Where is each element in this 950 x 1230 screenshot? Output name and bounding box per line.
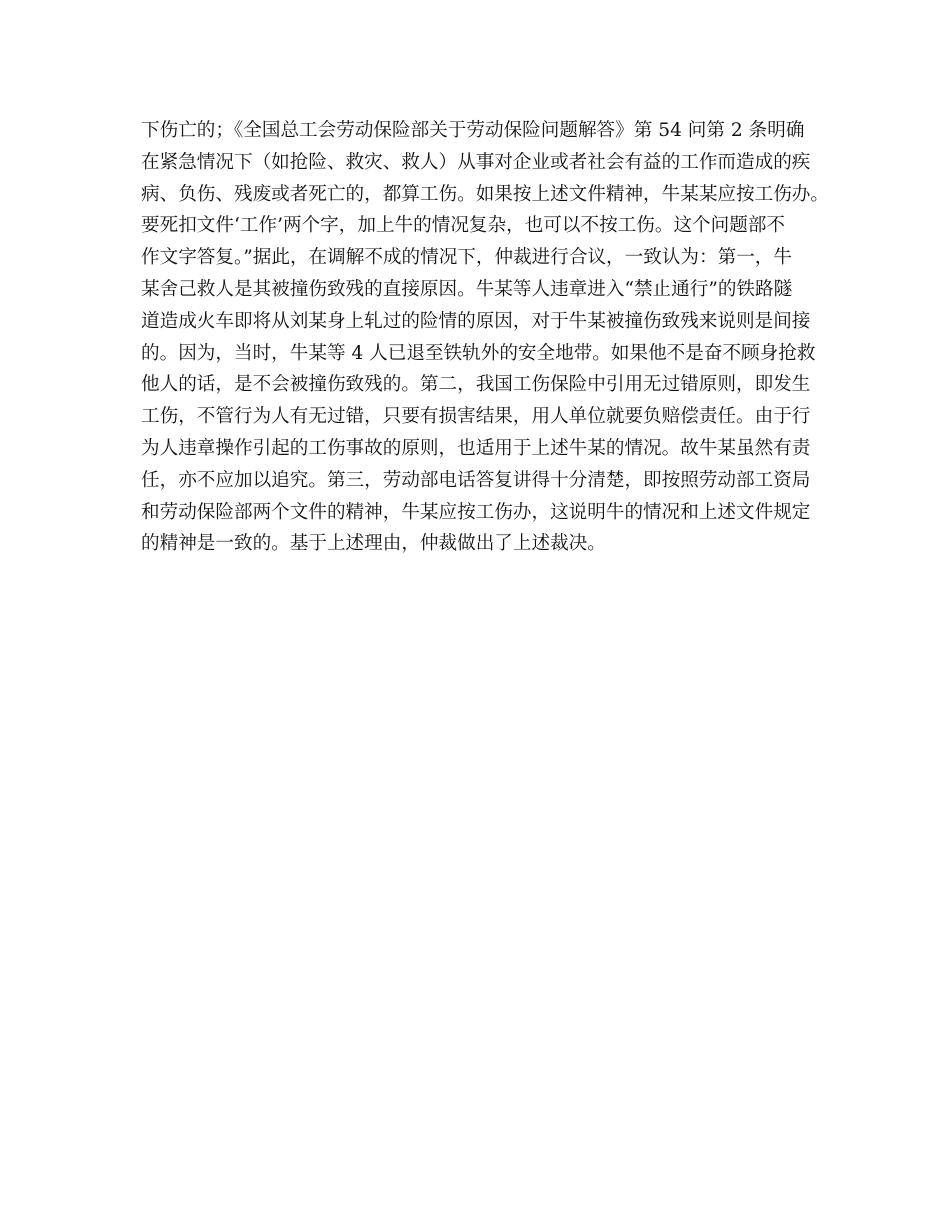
text-line: 下伤亡的；《全国总工会劳动保险部关于劳动保险问题解答》第 54 问第 2 条明确 — [141, 120, 805, 141]
text-line: 病、负伤、残废或者死亡的，都算工伤。如果按上述文件精神，牛某某应按工伤办。 — [141, 183, 829, 205]
text-line: 工伤，不管行为人有无过错，只要有损害结果，用人单位就要负赔偿责任。由于行 — [141, 406, 811, 428]
text-line: 的。因为，当时，牛某等 4 人已退至铁轨外的安全地带。如果他不是奋不顾身抢救 — [141, 342, 816, 364]
text-line: 要死扣文件‘工作’两个字，加上牛的情况复杂，也可以不按工伤。这个问题部不 — [141, 215, 786, 237]
text-line: 某舍己救人是其被撞伤致残的直接原因。牛某等人违章进入“禁止通行”的铁路隧 — [141, 278, 793, 300]
body-paragraph — [141, 115, 829, 560]
text-line: 的精神是一致的。基于上述理由，仲裁做出了上述裁决。 — [141, 533, 606, 555]
text-line: 在紧急情况下（如抢险、救灾、救人）从事对企业或者社会有益的工作而造成的疾 — [141, 151, 811, 173]
text-line: 任，亦不应加以追究。第三，劳动部电话答复讲得十分清楚，即按照劳动部工资局 — [141, 469, 811, 491]
text-line: 道造成火车即将从刘某身上轧过的险情的原因，对于牛某被撞伤致残来说则是间接 — [141, 310, 811, 332]
text-line: 和劳动保险部两个文件的精神，牛某应按工伤办，这说明牛的情况和上述文件规定 — [141, 501, 811, 523]
text-line: 他人的话，是不会被撞伤致残的。第二，我国工伤保险中引用无过错原则，即发生 — [141, 374, 811, 396]
text-line: 为人违章操作引起的工伤事故的原则，也适用于上述牛某的情况。故牛某虽然有责 — [141, 437, 811, 459]
text-line: 作文字答复。”据此，在调解不成的情况下，仲裁进行合议，一致认为：第一，牛 — [141, 247, 792, 269]
